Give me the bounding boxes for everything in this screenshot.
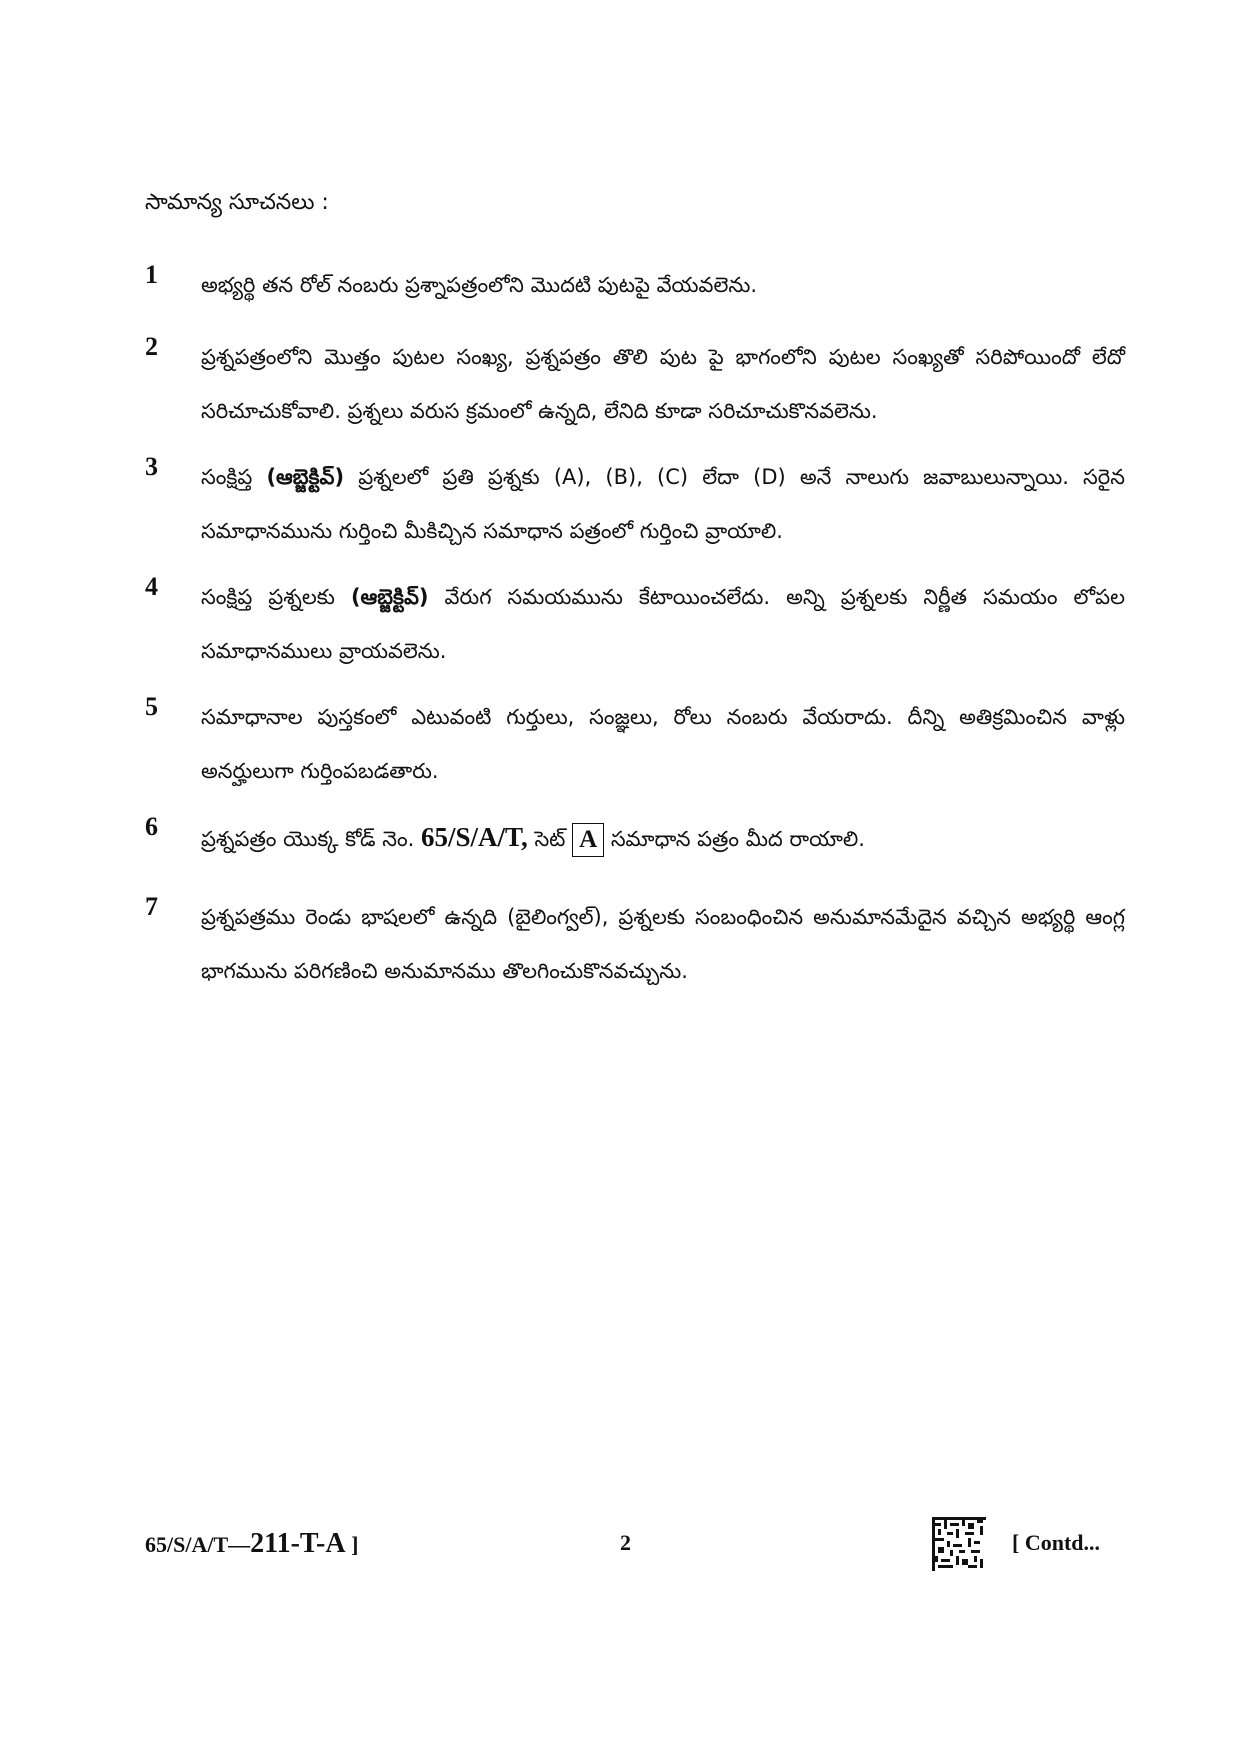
page-number: 2 [620,1530,631,1555]
item-text: సమాధానాల పుస్తకంలో ఎటువంటి గుర్తులు, సంజ్ఞలు, రోలు నంబరు వేయరాదు. దీన్ని అతిక్రమించిన వాళ్లు అనర్హులుగా గుర్తింపబడతారు. [201,705,1125,783]
item-number: 3 [145,452,158,481]
footer-paper-code [145,1528,358,1560]
text-part: సెట్ [527,827,573,851]
set-box: A [572,823,604,857]
code-prefix: 65/S/A/T— [145,1532,251,1557]
instruction-item-6 [145,810,1125,866]
instruction-item-5 [145,690,1125,798]
text-part: సమాధాన పత్రం మీద రాయాలి. [604,827,865,851]
item-text [201,450,1125,558]
instruction-item-1 [145,258,1125,312]
text-part: సంక్షిప్త [201,465,267,489]
text-part: వేరుగ సమయమును కేటాయించలేదు. అన్ని ప్రశ్నలకు నిర్ణీత సమయం లోపల సమాధానములు వ్రాయవలెను. [201,585,1125,663]
qr-code-icon [932,1517,986,1571]
item-number: 6 [145,812,158,841]
item-text: అభ్యర్థి తన రోల్ నంబరు ప్రశ్నాపత్రంలోని మొదటి పుటపై వేయవలెను. [201,273,758,297]
question-paper-code: 65/S/A/T, [420,822,528,852]
text-part: సంక్షిప్త ప్రశ్నలకు [201,585,351,609]
item-number: 7 [145,892,158,921]
item-text: ప్రశ్నపత్రంలోని మొత్తం పుటల సంఖ్య, ప్రశ్నపత్రం తొలి పుట పై భాగంలోని పుటల సంఖ్యతో సరిపోయిందో లేదో సరిచూచుకోవాలి. ప్రశ్నలు వరుస క్రమంలో ఉన్నది, లేనిది కూడా సరిచూచుకొనవలెను. [201,345,1125,423]
item-text: ప్రశ్నపత్రము రెండు భాషలలో ఉన్నది (బైలింగ్వల్), ప్రశ్నలకు సంబంధించిన అనుమానమేదైన వచ్చిన అభ్యర్థి ఆంగ్ల భాగమును పరిగణించి అనుమానము తొలగించుకొనవచ్చును. [201,905,1125,983]
text-part: ప్రశ్నలలో ప్రతి ప్రశ్నకు (A), (B), (C) లేదా (D) అనే నాలుగు జవాబులున్నాయి. సరైన సమాధానమును గుర్తించి మీకిచ్చిన సమాధాన పత్రంలో గుర్తించి వ్రాయాలి. [201,465,1125,543]
instruction-item-2 [145,330,1125,438]
item-number: 5 [145,692,158,721]
bold-term: (ఆబ్జెక్టివ్) [350,585,429,609]
instruction-item-4 [145,570,1125,678]
bold-term: (ఆబ్జెక్టివ్) [266,465,345,489]
instruction-item-7 [145,890,1125,998]
item-text [201,810,1125,866]
code-main: 211-T-A [250,1528,346,1559]
item-number: 4 [145,572,158,601]
item-number: 2 [145,332,158,361]
continued-label: [ Contd... [1012,1530,1101,1555]
instruction-item-3 [145,450,1125,558]
instructions-heading: సామాన్య సూచనలు : [145,190,329,215]
item-text [201,570,1125,678]
item-number: 1 [145,260,158,289]
code-suffix: ] [345,1532,359,1557]
text-part: ప్రశ్నపత్రం యొక్క కోడ్ నెం. [201,827,421,851]
